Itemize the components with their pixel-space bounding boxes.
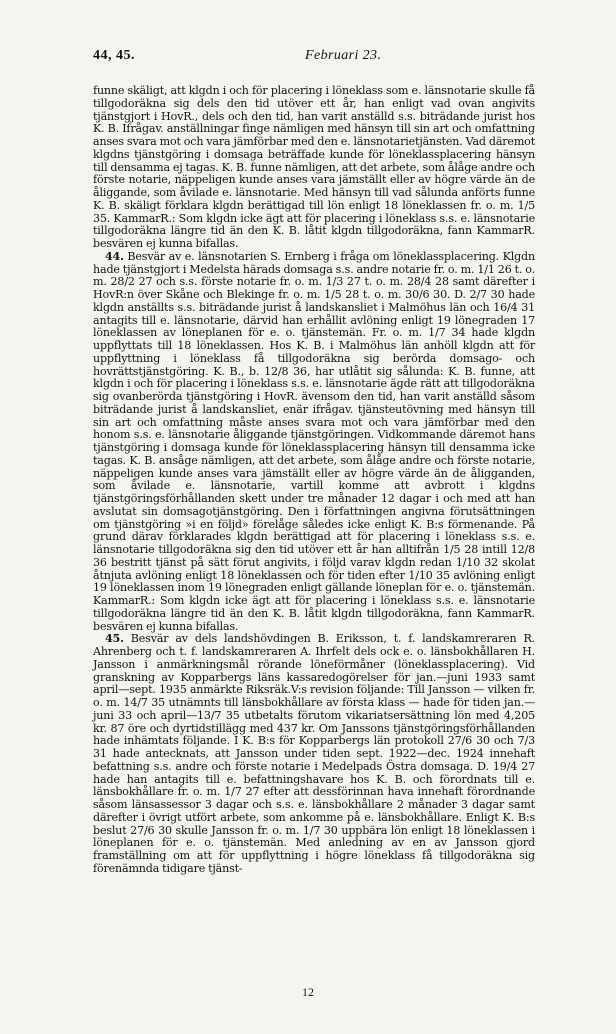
body-text bbox=[93, 85, 535, 876]
page-number: 12 bbox=[302, 985, 314, 999]
paragraph-continuation bbox=[93, 85, 535, 251]
document-page bbox=[93, 48, 535, 876]
paragraph-text: funne skäligt, att klgdn i och för placering i löneklass som e. länsnotarie skulle få tillgodoräkna sig dels den tid utöver ett år, han enligt vad ovan angivits tjänstgjort i HovR., dels och den tid, han varit anställd s.s. biträdande jurist hos K. B. Ifrågav. anställningar finge nämligen med hänsyn till sin art och omfattning anses svara mot och vara jämförbar med den e. länsnotarietjänsten. Vad däremot klgdns tjänstgöring i domsaga beträffade kunde för löneklassplacering hänsyn till densamma ej tagas. K. B. funne nämligen, att det arbete, som ålåge andre och förste notarie, näppeligen kunde anses vara jämställt eller av högre värde än de åliggande, som åvilade e. länsnotarie. Med hänsyn till vad sålunda anförts funne K. B. skäligt förklara klgdn berättigad till lön enligt 18 löneklassen fr. o. m. 1/5 35. KammarR.: Som klgdn icke ägt att för placering i löneklass s.s. e. länsnotarie tillgodoräkna längre tid än den K. B. låtit klgdn tillgodoräkna, fann KammarR. besvären ej kunna bifallas. bbox=[93, 84, 535, 250]
paragraph-number: 45. bbox=[105, 632, 124, 646]
section-numbers: 44, 45. bbox=[93, 48, 135, 63]
page-header bbox=[93, 48, 535, 68]
running-title: Februari 23. bbox=[305, 48, 382, 63]
paragraph-45 bbox=[93, 633, 535, 875]
paragraph-text: Besvär av dels landshövdingen B. Eriksson, t. f. landskamreraren R. Ahrenberg och t. f. landskamreraren A. Ihrfelt dels ock e. o. länsbokhållaren H. Jansson i anmärkningsmål rörande löneförmåner (löneklassplacering). Vid granskning av Kopparbergs läns kassaredogörelser för jan.—juni 1933 samt april—sept. 1935 anmärkte Riksräk.V:s revision följande: Till Jansson — vilken fr. o. m. 14/7 35 utnämnts till länsbokhållare av första klass — hade för tiden jan.—juni 33 och april—13/7 35 utbetalts förutom vikariatsersättning lön med 4,205 kr. 87 öre och dyrtidstillägg med 437 kr. Om Janssons tjänstgöringsförhållanden hade inhämtats följande. I K. B:s för Kopparbergs län protokoll 27/6 30 och 7/3 31 hade antecknats, att Jansson under tiden sept. 1922—dec. 1924 innehaft befattning s.s. andre och förste notarie i Medelpads Östra domsaga. D. 19/4 27 hade han antagits till e. befattningshavare hos K. B. och förordnats till e. länsbokhållare fr. o. m. 1/7 27 efter att dessförinnan hava innehaft förordnande såsom länsassessor 3 dagar och s.s. e. länsbokhållare 2 månader 3 dagar samt därefter i övrigt utfört arbete, som ankomme på e. länsbokhållare. Enligt K. B:s beslut 27/6 30 skulle Jansson fr. o. m. 1/7 30 uppbära lön enligt 18 löneklassen i löneplanen för e. o. tjänstemän. Med anledning av en av Jansson gjord framställning om att för uppflyttning i högre löneklass få tillgodoräkna sig förenämnda tidigare tjänst- bbox=[93, 632, 536, 875]
paragraph-text: Besvär av e. länsnotarien S. Ernberg i fråga om löneklassplacering. Klgdn hade tjänstgjort i Medelsta härads domsaga s.s. andre notarie fr. o. m. 1/1 26 t. o. m. 28/2 27 och s.s. förste notarie fr. o. m. 1/3 27 t. o. m. 28/4 28 samt därefter i HovR:n över Skåne och Blekinge fr. o. m. 1/5 28 t. o. m. 30/6 30. D. 2/7 30 hade klgdn anställts s.s. biträdande jurist å landskansliet i Malmöhus län och 16/4 31 antagits till e. länsnotarie, därvid han erhållit avlöning enligt 19 lönegraden 17 löneklassen av löneplanen för e. o. tjänstemän. Fr. o. m. 1/7 34 hade klgdn uppflyttats till 18 löneklassen. Hos K. B. i Malmöhus län anhöll klgdn att för uppflyttning i löneklass få tillgodoräkna sig berörda domsago- och hovrättstjänstgöring. K. B., b. 12/8 36, har utlåtit sig sålunda: K. B. funne, att klgdn i och för placering i löneklass s.s. e. länsnotarie ägde rätt att tillgodoräkna sig ovanberörda tjänstgöring i HovR. ävensom den tid, han varit anställd såsom biträdande jurist å landskansliet, enär ifrågav. tjänsteutövning med hänsyn till sin art och omfattning måste anses svara mot och vara jämförbar med den honom s.s. e. länsnotarie åliggande tjänstgöringen. Vidkommande däremot hans tjänstgöring i domsaga kunde för löneklassplacering hänsyn till densamma icke tagas. K. B. ansåge nämligen, att det arbete, som ålåge andre och förste notarie, näppeligen kunde anses vara jämställt eller av högre värde än de åligganden, som åvilade e. länsnotarie, vartill komme att avbrott i klgdns tjänstgöringsförhållanden skett under tre månader 12 dagar i och med att han avslutat sin domsagotjänstgöring. Den i författningen angivna förutsättningen om tjänstgöring »i en följd» förelåge således icke enligt K. B:s förmenande. På grund därav förklarades klgdn berättigad att för placering i löneklass s.s. e. länsnotarie tillgodoräkna sig den tid utöver ett år han alltifrån 1/5 28 intill 12/8 36 bestritt tjänst på sätt förut angivits, i följd varav klgdn redan 1/10 32 skolat åtnjuta avlöning enligt 18 löneklassen och för tiden efter 1/10 35 avlöning enligt 19 löneklassen inom 19 lönegraden enligt gällande löneplan för e. o. tjänstemän. KammarR.: Som klgdn icke ägt att för placering i löneklass s.s. e. länsnotarie tillgodoräkna längre tid än den K. B. låtit klgdn tillgodoräkna, fann KammarR. besvären ej kunna bifallas. bbox=[93, 249, 535, 633]
paragraph-44 bbox=[93, 251, 535, 634]
paragraph-number: 44. bbox=[105, 249, 124, 263]
